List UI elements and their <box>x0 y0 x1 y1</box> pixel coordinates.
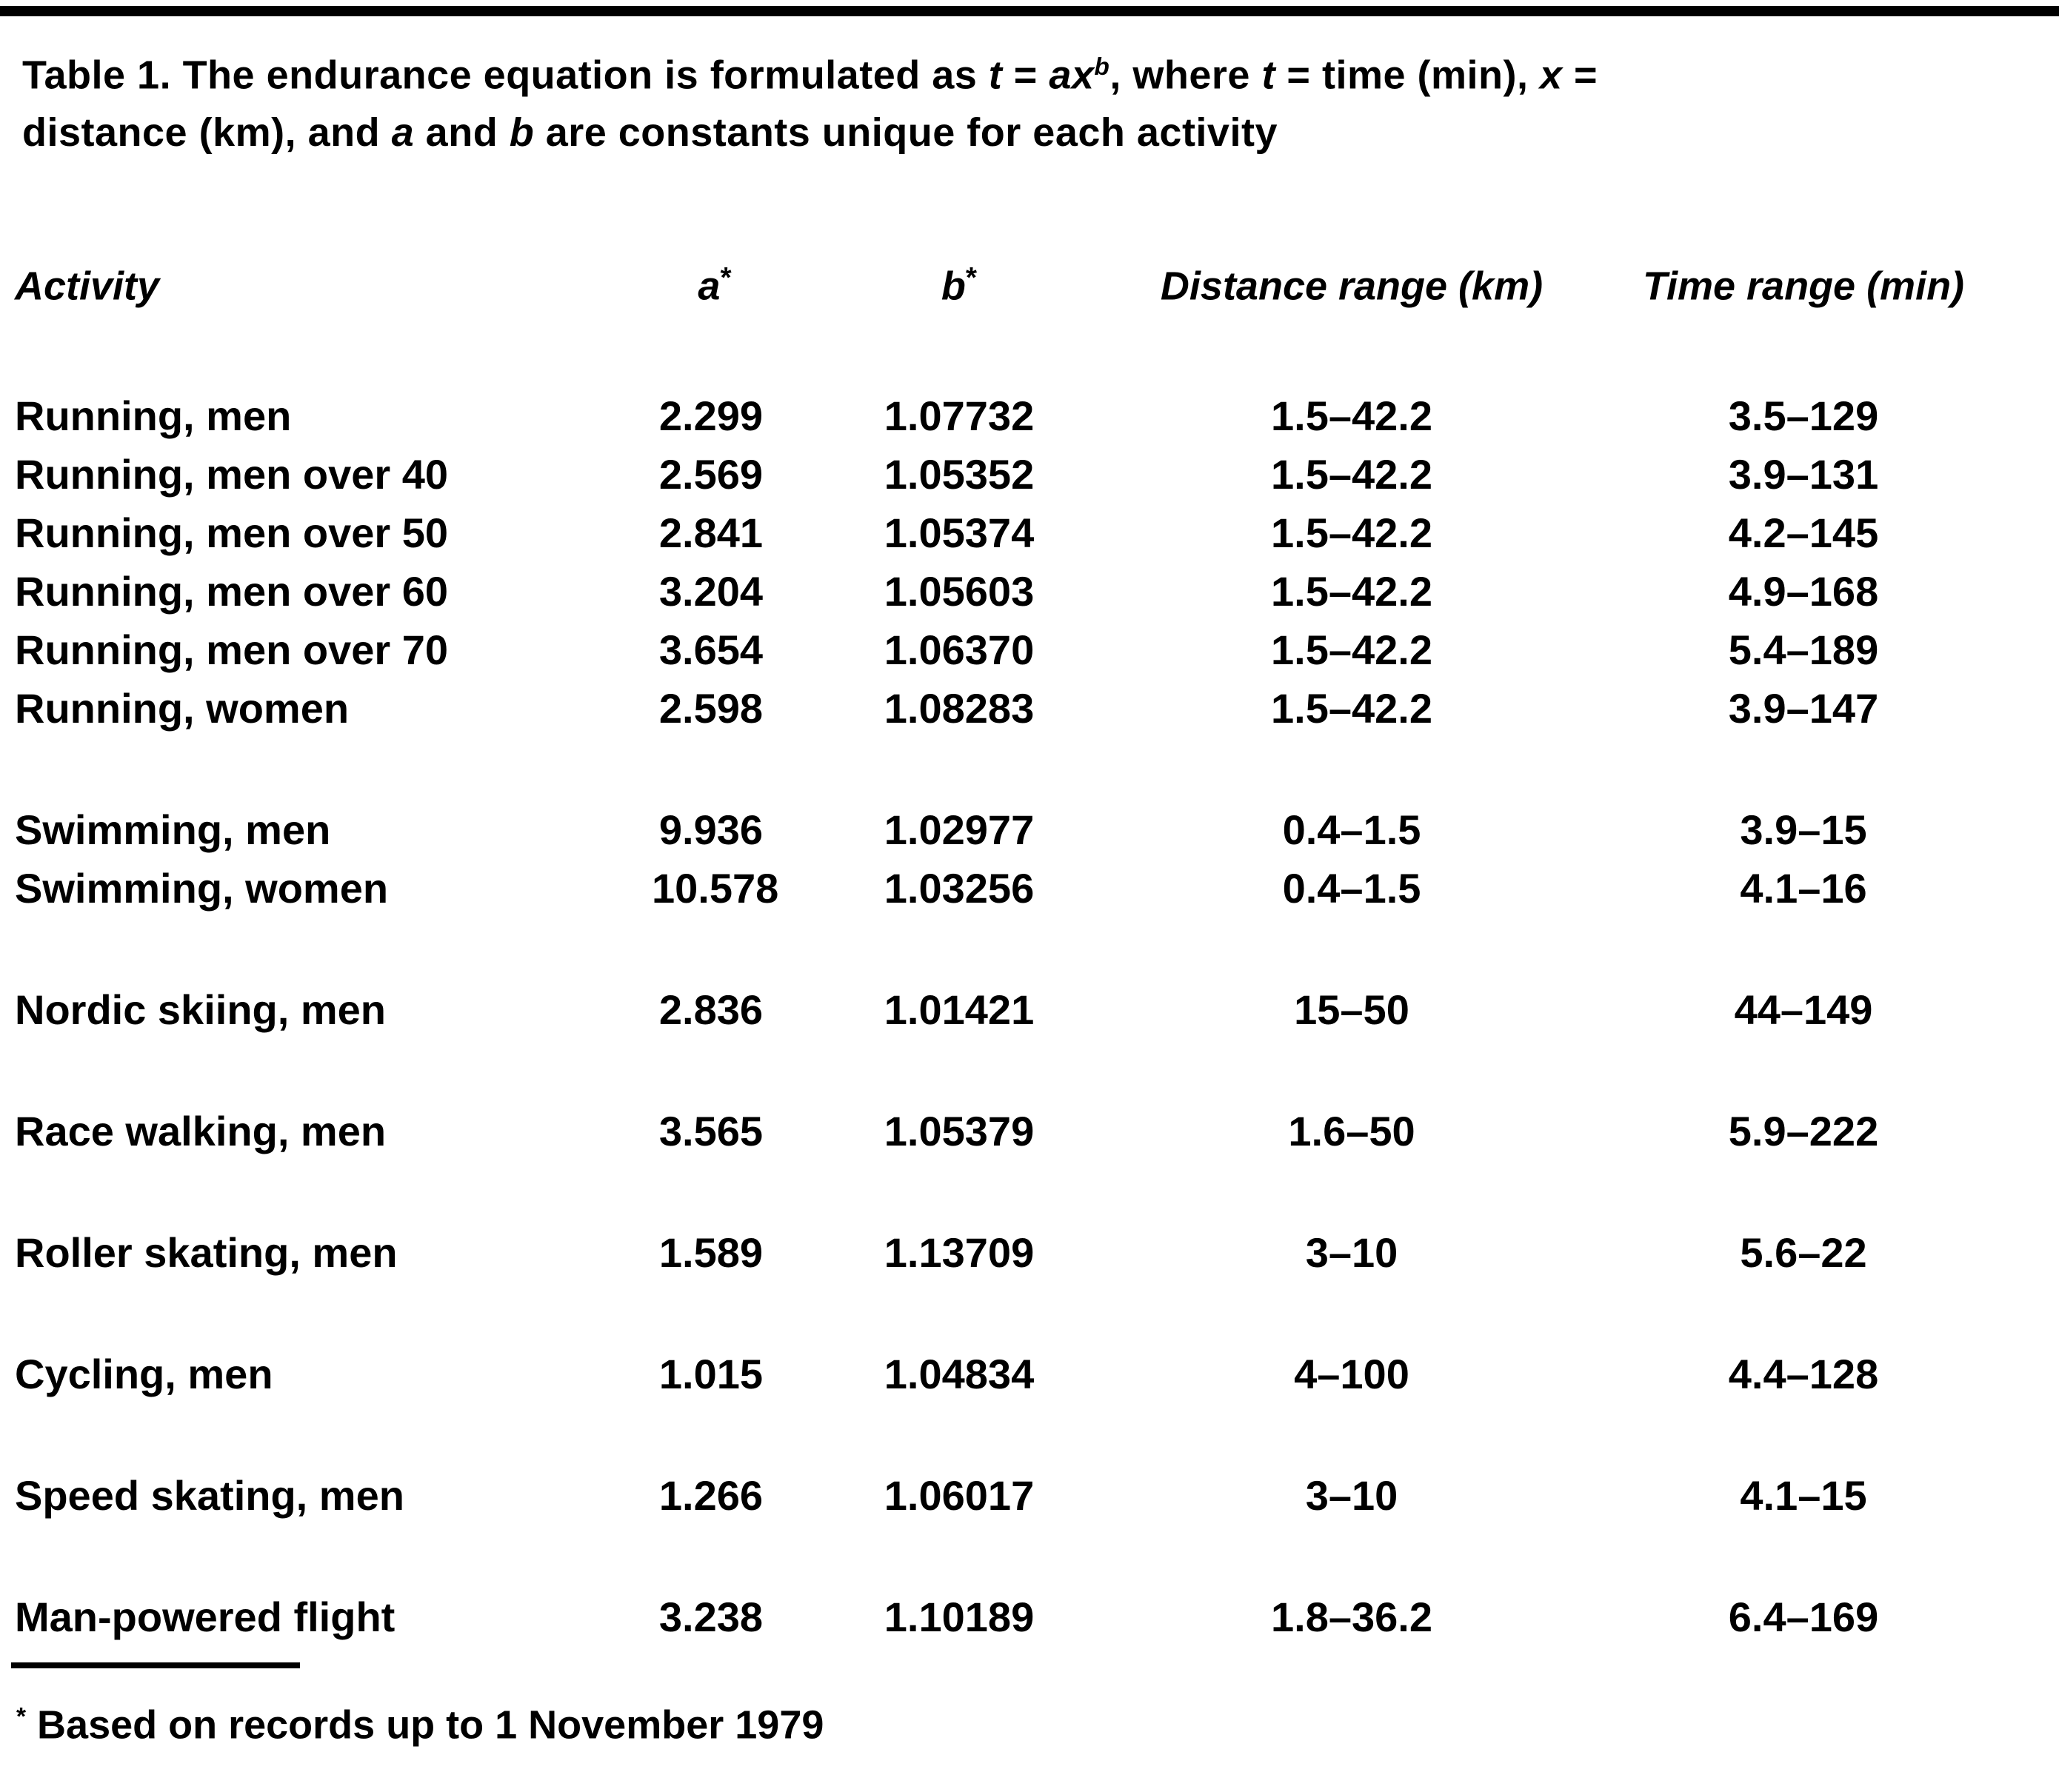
cell-a-value: 2.836 <box>658 986 763 1033</box>
table-row <box>0 1466 2059 1525</box>
cell-time-range: 44–149 <box>1734 986 1873 1033</box>
cell-b-value: 1.06370 <box>884 626 1035 673</box>
cell-distance-range: 0.4–1.5 <box>1282 864 1421 912</box>
header-label: b <box>941 264 966 309</box>
cell-a-value: 10.578 <box>652 864 779 912</box>
header-marker: * <box>720 262 732 295</box>
cell-b-value: 1.03256 <box>884 864 1035 912</box>
cell-a-value: 3.204 <box>658 567 763 615</box>
cell-b-value: 1.01421 <box>884 986 1035 1033</box>
cell-a-value: 2.598 <box>658 684 763 732</box>
table-row <box>0 800 2059 859</box>
table-row <box>0 1223 2059 1282</box>
cell-a-value: 3.654 <box>658 626 763 673</box>
cell-a-value: 1.015 <box>658 1350 763 1397</box>
header-activity <box>15 249 652 315</box>
cell-distance-range: 1.5–42.2 <box>1271 626 1432 673</box>
text-segment: * <box>16 1702 27 1731</box>
table-group <box>0 800 2059 917</box>
header-b <box>778 249 1141 315</box>
cell-time-range: 5.4–189 <box>1728 626 1879 673</box>
cell-activity: Swimming, men <box>15 806 331 853</box>
text-segment: ax <box>1049 53 1095 98</box>
cell-a-value: 1.589 <box>658 1228 763 1276</box>
cell-activity: Swimming, women <box>15 864 389 912</box>
table-row <box>0 1102 2059 1160</box>
table-row <box>0 621 2059 679</box>
cell-activity: Running, men over 40 <box>15 450 448 498</box>
cell-b-value: 1.07732 <box>884 392 1035 439</box>
table-row <box>0 679 2059 738</box>
table-row <box>0 859 2059 917</box>
table-row <box>0 1345 2059 1403</box>
cell-distance-range: 1.5–42.2 <box>1271 450 1432 498</box>
table-row <box>0 562 2059 621</box>
table-row <box>0 445 2059 504</box>
table-group <box>0 1102 2059 1160</box>
cell-time-range: 3.9–147 <box>1728 684 1879 732</box>
text-segment: are constants unique for each activity <box>534 110 1278 156</box>
cell-activity: Running, women <box>15 684 350 732</box>
cell-a-value: 3.565 <box>658 1107 763 1154</box>
text-segment: Based on records up to 1 November 1979 <box>26 1702 824 1748</box>
cell-time-range: 5.9–222 <box>1728 1107 1879 1154</box>
cell-distance-range: 4–100 <box>1294 1350 1409 1397</box>
cell-activity: Running, men <box>15 392 292 439</box>
cell-b-value: 1.05603 <box>884 567 1035 615</box>
text-segment: x <box>1539 53 1563 98</box>
cell-activity: Running, men over 60 <box>15 567 448 615</box>
cell-b-value: 1.08283 <box>884 684 1035 732</box>
text-segment: = <box>1562 53 1598 98</box>
cell-b-value: 1.10189 <box>884 1593 1035 1640</box>
cell-distance-range: 3–10 <box>1305 1228 1398 1276</box>
table-row <box>0 504 2059 562</box>
header-label: Activity <box>15 264 160 309</box>
cell-activity: Speed skating, men <box>15 1471 404 1519</box>
table-row <box>0 1588 2059 1646</box>
cell-time-range: 4.1–15 <box>1740 1471 1867 1519</box>
text-segment: Table 1. The endurance equation is formulated as <box>22 53 989 98</box>
cell-activity: Running, men over 50 <box>15 509 448 556</box>
cell-b-value: 1.05379 <box>884 1107 1035 1154</box>
header-label: a <box>698 264 721 309</box>
text-segment: t <box>988 53 1003 98</box>
table-group <box>0 980 2059 1039</box>
table-group <box>0 1345 2059 1403</box>
header-a <box>652 249 778 315</box>
cell-distance-range: 0.4–1.5 <box>1282 806 1421 853</box>
text-segment: and <box>414 110 510 156</box>
table-group <box>0 1588 2059 1646</box>
cell-b-value: 1.06017 <box>884 1471 1035 1519</box>
cell-activity: Running, men over 70 <box>15 626 448 673</box>
header-label: Distance range (km) <box>1160 264 1544 309</box>
footnote-separator-rule <box>11 1662 300 1668</box>
cell-distance-range: 3–10 <box>1305 1471 1398 1519</box>
cell-distance-range: 1.8–36.2 <box>1271 1593 1432 1640</box>
table-body <box>0 387 2059 1646</box>
text-segment: b <box>1094 53 1110 81</box>
cell-b-value: 1.05374 <box>884 509 1035 556</box>
top-rule <box>0 6 2059 16</box>
text-segment: b <box>509 110 535 156</box>
cell-a-value: 1.266 <box>658 1471 763 1519</box>
cell-activity: Race walking, men <box>15 1107 387 1154</box>
table-group <box>0 1223 2059 1282</box>
table-group <box>0 387 2059 738</box>
text-segment: t <box>1261 53 1275 98</box>
table-row <box>0 387 2059 445</box>
header-marker: * <box>965 262 978 295</box>
cell-activity: Man-powered flight <box>15 1593 396 1640</box>
table-header-row <box>0 249 2059 315</box>
cell-a-value: 2.841 <box>658 509 763 556</box>
table-caption <box>22 39 2037 161</box>
cell-activity: Cycling, men <box>15 1350 273 1397</box>
cell-b-value: 1.02977 <box>884 806 1035 853</box>
cell-distance-range: 1.6–50 <box>1288 1107 1415 1154</box>
header-distance-range <box>1141 249 1563 315</box>
cell-activity: Nordic skiing, men <box>15 986 386 1033</box>
cell-a-value: 2.569 <box>658 450 763 498</box>
cell-time-range: 3.9–131 <box>1728 450 1879 498</box>
header-label: Time range (min) <box>1642 264 1965 309</box>
table-row <box>0 980 2059 1039</box>
cell-time-range: 4.9–168 <box>1728 567 1879 615</box>
cell-b-value: 1.13709 <box>884 1228 1035 1276</box>
text-segment: a <box>391 110 415 156</box>
header-time-range <box>1563 249 2044 315</box>
cell-a-value: 9.936 <box>658 806 763 853</box>
cell-activity: Roller skating, men <box>15 1228 398 1276</box>
text-segment: , where <box>1109 53 1262 98</box>
cell-time-range: 6.4–169 <box>1728 1593 1879 1640</box>
cell-distance-range: 1.5–42.2 <box>1271 684 1432 732</box>
cell-time-range: 3.5–129 <box>1728 392 1879 439</box>
cell-time-range: 4.2–145 <box>1728 509 1879 556</box>
cell-a-value: 3.238 <box>658 1593 763 1640</box>
cell-time-range: 4.1–16 <box>1740 864 1867 912</box>
cell-time-range: 3.9–15 <box>1740 806 1867 853</box>
cell-b-value: 1.04834 <box>884 1350 1035 1397</box>
text-segment: = <box>1002 53 1049 98</box>
cell-time-range: 4.4–128 <box>1728 1350 1879 1397</box>
cell-time-range: 5.6–22 <box>1740 1228 1867 1276</box>
text-segment: = time (min), <box>1275 53 1540 98</box>
cell-distance-range: 1.5–42.2 <box>1271 392 1432 439</box>
footnote <box>16 1688 2037 1754</box>
cell-a-value: 2.299 <box>658 392 763 439</box>
cell-distance-range: 15–50 <box>1294 986 1409 1033</box>
cell-distance-range: 1.5–42.2 <box>1271 567 1432 615</box>
cell-distance-range: 1.5–42.2 <box>1271 509 1432 556</box>
table-group <box>0 1466 2059 1525</box>
cell-b-value: 1.05352 <box>884 450 1035 498</box>
text-segment: distance (km), and <box>22 110 392 156</box>
